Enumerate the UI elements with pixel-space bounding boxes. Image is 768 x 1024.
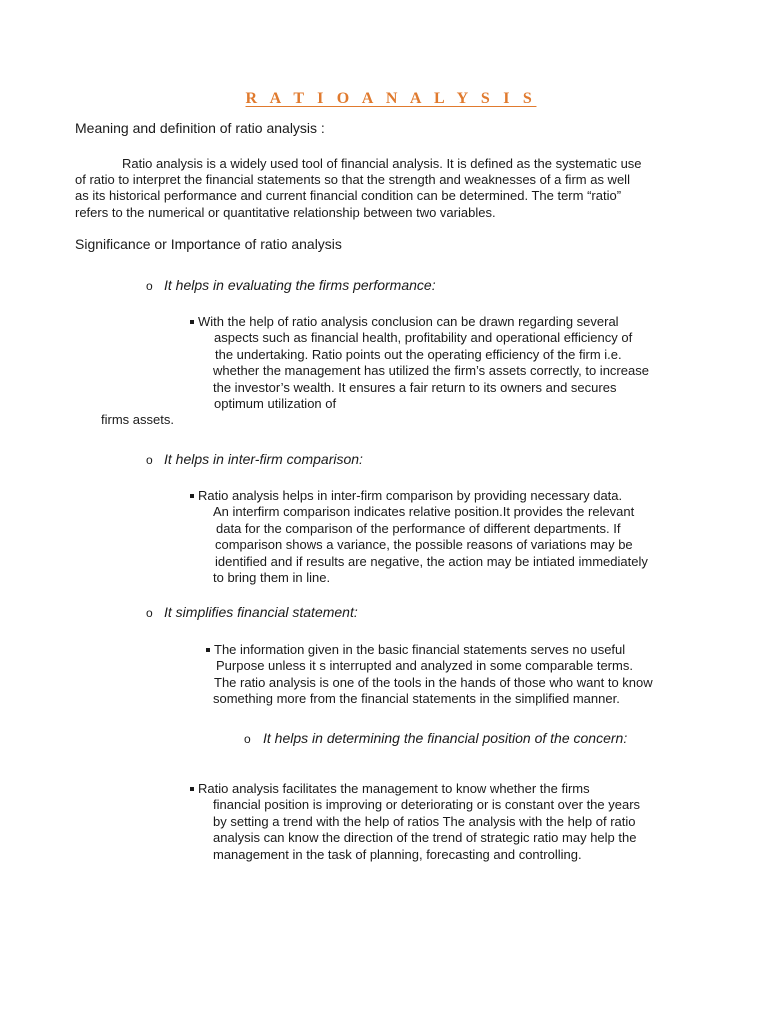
section-line: An interfirm comparison indicates relative position.It provides the relevant	[213, 504, 635, 519]
section-line: the undertaking. Ratio points out the operating efficiency of the firm i.e.	[215, 347, 622, 362]
section-line: comparison shows a variance, the possible reasons of variations may be	[215, 537, 633, 552]
section-line: management in the task of planning, forecasting and controlling.	[213, 847, 582, 862]
section-line: financial position is improving or deteriorating or is constant over the years	[213, 797, 641, 812]
section-heading: It helps in evaluating the firms performance:	[164, 277, 436, 293]
square-bullet-icon	[190, 320, 194, 324]
section-line: Ratio analysis facilitates the management to know whether the firms	[190, 781, 590, 797]
section-line: by setting a trend with the help of ratios The analysis with the help of ratio	[213, 814, 636, 829]
intro-line: refers to the numerical or quantitative relationship between two variables.	[75, 205, 496, 220]
outline-bullet-icon: o	[146, 606, 153, 620]
document-title: R A T I O A N A L Y S I S	[245, 90, 537, 107]
section-line: identified and if results are negative, the action may be intiated immediately	[215, 554, 648, 569]
outline-bullet-icon: o	[244, 732, 251, 746]
intro-line: as its historical performance and current financial condition can be determined. The term “ratio”	[75, 188, 622, 203]
section-trailing-line: firms assets.	[101, 412, 174, 427]
section-line: aspects such as financial health, profitability and operational efficiency of	[214, 330, 633, 345]
section-line: something more from the financial statements in the simplified manner.	[213, 691, 620, 706]
section-line: With the help of ratio analysis conclusion can be drawn regarding several	[190, 314, 619, 330]
section-line: whether the management has utilized the firm’s assets correctly, to increase	[213, 363, 649, 378]
section-line: Ratio analysis helps in inter-firm comparison by providing necessary data.	[190, 488, 622, 504]
section-line: to bring them in line.	[213, 570, 331, 585]
intro-line: of ratio to interpret the financial statements so that the strength and weaknesses of a firm as well	[75, 172, 630, 187]
section-line: The information given in the basic financial statements serves no useful	[206, 642, 625, 658]
heading-meaning-definition: Meaning and definition of ratio analysis :	[75, 120, 325, 136]
heading-significance: Significance or Importance of ratio analysis	[75, 236, 342, 252]
square-bullet-icon	[190, 494, 194, 498]
section-line: analysis can know the direction of the trend of strategic ratio may help the	[213, 830, 637, 845]
section-heading: It helps in determining the financial position of the concern:	[263, 730, 628, 746]
section-line: the investor’s wealth. It ensures a fair return to its owners and secures	[213, 380, 617, 395]
section-line: Purpose unless it s interrupted and analyzed in some comparable terms.	[216, 658, 633, 673]
section-line: data for the comparison of the performance of different departments. If	[216, 521, 621, 536]
section-line: optimum utilization of	[214, 396, 337, 411]
section-heading: It simplifies financial statement:	[164, 604, 358, 620]
outline-bullet-icon: o	[146, 453, 153, 467]
section-heading: It helps in inter-firm comparison:	[164, 451, 363, 467]
outline-bullet-icon: o	[146, 279, 153, 293]
intro-line: Ratio analysis is a widely used tool of financial analysis. It is defined as the systematic use	[122, 156, 642, 171]
section-line: The ratio analysis is one of the tools in the hands of those who want to know	[214, 675, 653, 690]
square-bullet-icon	[206, 648, 210, 652]
square-bullet-icon	[190, 787, 194, 791]
